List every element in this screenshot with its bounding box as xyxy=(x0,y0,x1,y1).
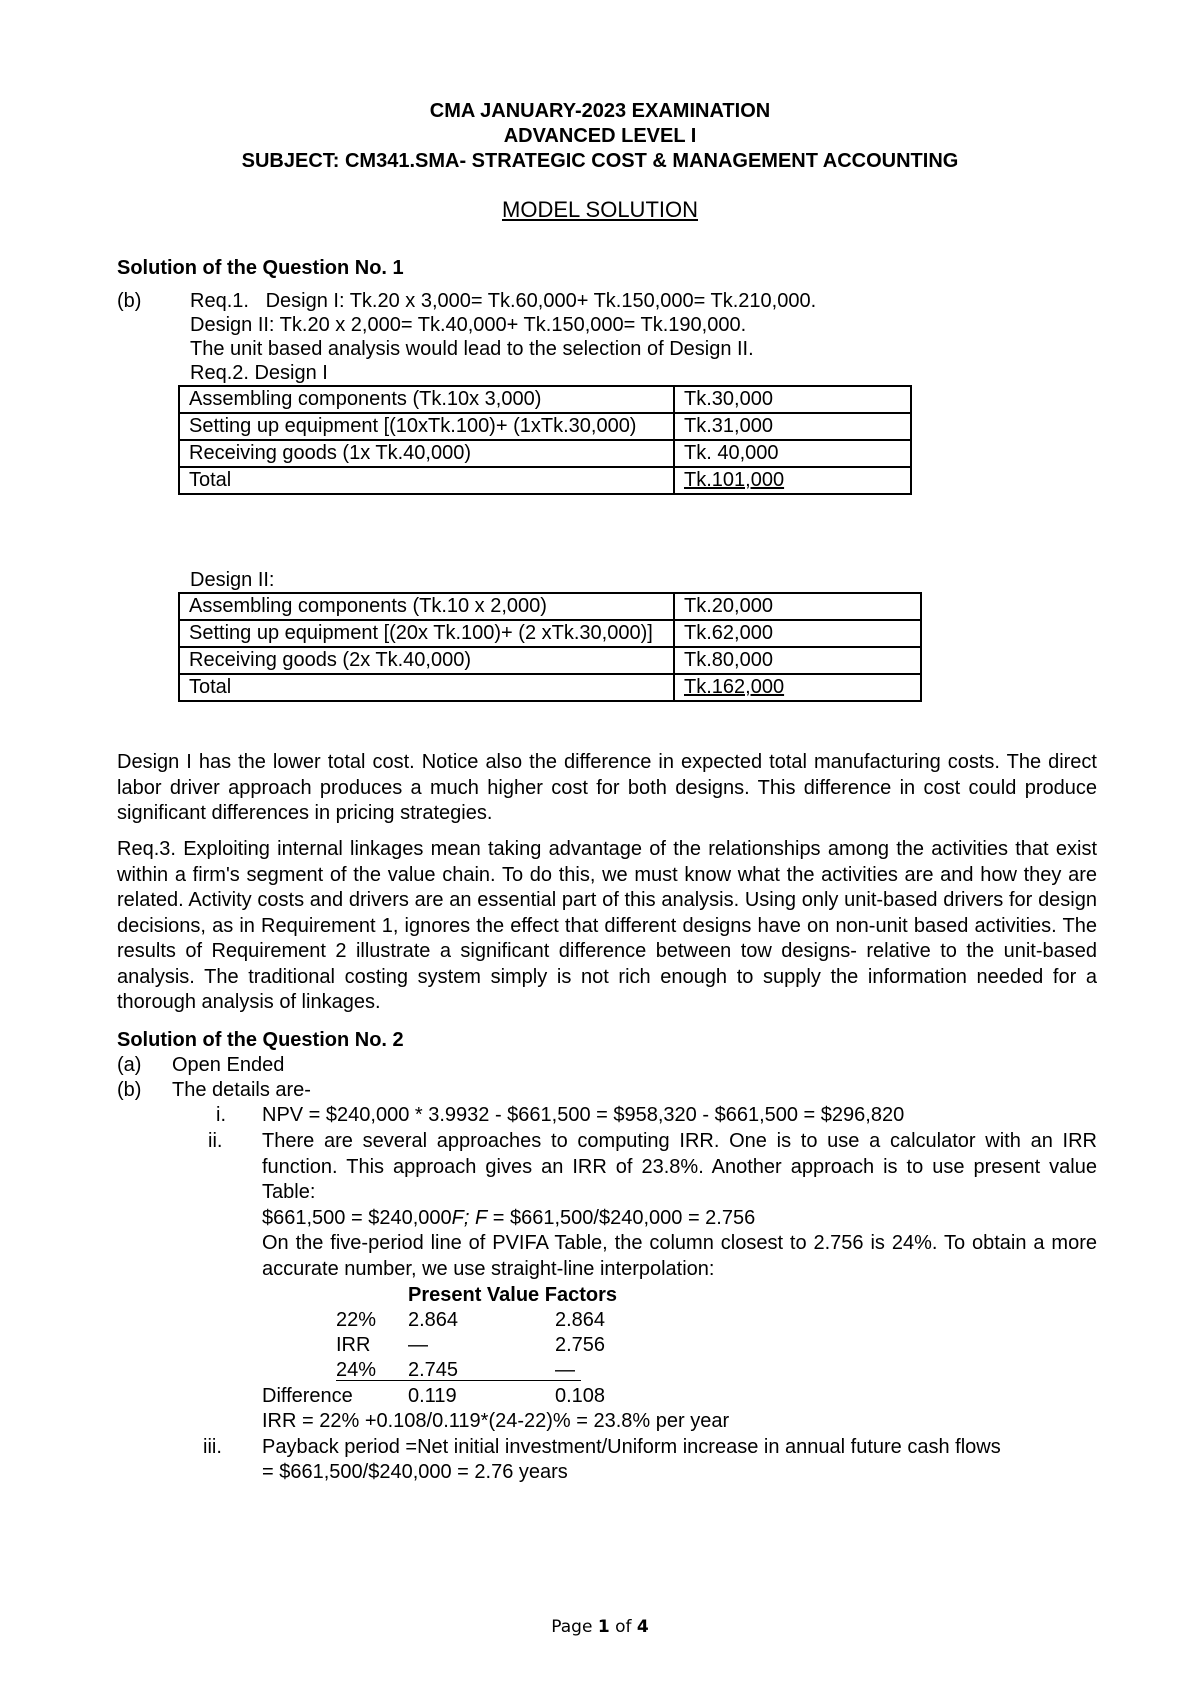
design2-label: Design II: xyxy=(190,569,275,591)
cost-amount: Tk.20,000 xyxy=(674,593,921,620)
page-footer xyxy=(0,1617,1200,1637)
q1-heading: Solution of the Question No. 1 xyxy=(117,257,404,279)
equation-lhs: $661,500 = $240,000 xyxy=(262,1207,452,1229)
q2-b-text: The details are- xyxy=(172,1079,311,1101)
cost-amount: Tk.62,000 xyxy=(674,620,921,647)
q2-a-text: Open Ended xyxy=(172,1054,285,1076)
factor-symbol: F xyxy=(474,1207,488,1229)
npv-calculation: NPV = $240,000 * 3.9932 - $661,500 = $958,320 - $661,500 = $296,820 xyxy=(262,1104,905,1126)
exam-subject: SUBJECT: CM341.SMA- STRATEGIC COST & MANAGEMENT ACCOUNTING xyxy=(241,150,959,172)
exam-title: CMA JANUARY-2023 EXAMINATION xyxy=(429,100,771,122)
q2-a-label: (a) xyxy=(117,1054,142,1076)
difference-c1: 0.119 xyxy=(408,1385,457,1407)
cost-item: Receiving goods (2x Tk.40,000) xyxy=(179,647,674,674)
cost-total: Tk.101,000 xyxy=(674,467,911,494)
difference-label: Difference xyxy=(262,1385,353,1407)
design2-cost-table xyxy=(178,592,922,702)
design1-cost-table xyxy=(178,385,912,495)
of-word: of xyxy=(615,1617,632,1637)
item-iii-label: iii. xyxy=(203,1436,222,1458)
item-ii-label: ii. xyxy=(208,1130,223,1152)
cost-amount: Tk.80,000 xyxy=(674,647,921,674)
pv-row-c2: 2.756 xyxy=(555,1334,606,1356)
irr-equation xyxy=(262,1206,755,1230)
cost-item: Setting up equipment [(20x Tk.100)+ (2 xTk.30,000)] xyxy=(179,620,674,647)
paragraph-design-comparison: Design I has the lower total cost. Notice also the difference in expected total manufacturing costs. The direct labor driver approach produces a much higher cost for both designs. This difference in cost could produce significant differences in pricing strategies. xyxy=(117,751,1097,824)
item-i-label: i. xyxy=(216,1104,226,1126)
q2-b-label: (b) xyxy=(117,1079,142,1101)
table-row xyxy=(179,620,921,647)
doc-title: MODEL SOLUTION xyxy=(502,197,698,222)
page-total: 4 xyxy=(636,1617,649,1637)
cost-item: Total xyxy=(179,467,674,494)
cost-amount: Tk.31,000 xyxy=(674,413,911,440)
cost-item: Setting up equipment [(10xTk.100)+ (1xTk.30,000) xyxy=(179,413,674,440)
equation-rhs: = $661,500/$240,000 = 2.756 xyxy=(487,1207,756,1229)
table-row xyxy=(179,647,921,674)
difference-c2: 0.108 xyxy=(555,1385,606,1407)
paragraph-req3: Req.3. Exploiting internal linkages mean taking advantage of the relationships among the activities that exist within a firm's segment of the value chain. To do this, we must know what the activities are and how they are related. Activity costs and drivers are an essential part of this analysis. Using only unit-based drivers for design decisions, as in Requirement 1, ignores the effect that different designs have on non-unit based activities. The results of Requirement 2 illustrate a significant difference between tow designs- relative to the unit-based analysis. The traditional costing system simply is not rich enough to supply the information needed for a thorough analysis of linkages. xyxy=(117,838,1097,1013)
exam-level: ADVANCED LEVEL I xyxy=(503,125,697,147)
page-word: Page xyxy=(551,1617,593,1637)
table-row xyxy=(179,386,911,413)
cost-total: Tk.162,000 xyxy=(674,674,921,701)
cost-item: Receiving goods (1x Tk.40,000) xyxy=(179,440,674,467)
factor-symbol: F; xyxy=(451,1207,470,1229)
table-row xyxy=(179,440,911,467)
q1-b-label: (b) xyxy=(117,290,142,312)
payback-line2: = $661,500/$240,000 = 2.76 years xyxy=(262,1461,568,1483)
pv-row-c1: 2.745 xyxy=(408,1359,459,1381)
pv-underline xyxy=(336,1380,581,1381)
cost-amount: Tk. 40,000 xyxy=(674,440,911,467)
req1-line3: The unit based analysis would lead to the selection of Design II. xyxy=(190,338,754,360)
irr-intro: There are several approaches to computing IRR. One is to use a calculator with an IRR function. This approach gives an IRR of 23.8%. Another approach is to use present value Table: xyxy=(262,1130,1097,1203)
pv-table-heading: Present Value Factors xyxy=(408,1284,617,1306)
table-row xyxy=(179,413,911,440)
pv-row-c1: 2.864 xyxy=(408,1309,459,1331)
payback-line1: Payback period =Net initial investment/Uniform increase in annual future cash flows xyxy=(262,1436,1001,1458)
pv-row-label: 22% xyxy=(336,1309,377,1331)
page-number: 1 xyxy=(597,1617,610,1637)
table-row xyxy=(179,674,921,701)
pv-row-label: 24% xyxy=(336,1359,377,1381)
req1-line1: Req.1. Design I: Tk.20 x 3,000= Tk.60,000+ Tk.150,000= Tk.210,000. xyxy=(190,290,817,312)
pv-row-label: IRR xyxy=(336,1334,371,1356)
cost-item: Assembling components (Tk.10x 3,000) xyxy=(179,386,674,413)
pv-row-c2: 2.864 xyxy=(555,1309,606,1331)
interpolation-intro: On the five-period line of PVIFA Table, the column closest to 2.756 is 24%. To obtain a more accurate number, we use straight-line interpolation: xyxy=(262,1232,1097,1280)
cost-item: Total xyxy=(179,674,674,701)
irr-result: IRR = 22% +0.108/0.119*(24-22)% = 23.8% per year xyxy=(262,1410,730,1432)
pv-row-c2: — xyxy=(555,1359,575,1381)
q2-heading: Solution of the Question No. 2 xyxy=(117,1029,404,1051)
pv-row-c1: — xyxy=(408,1334,428,1356)
table-row xyxy=(179,467,911,494)
table-row xyxy=(179,593,921,620)
req1-line2: Design II: Tk.20 x 2,000= Tk.40,000+ Tk.150,000= Tk.190,000. xyxy=(190,314,747,336)
cost-amount: Tk.30,000 xyxy=(674,386,911,413)
cost-item: Assembling components (Tk.10 x 2,000) xyxy=(179,593,674,620)
req2-label: Req.2. Design I xyxy=(190,362,328,384)
